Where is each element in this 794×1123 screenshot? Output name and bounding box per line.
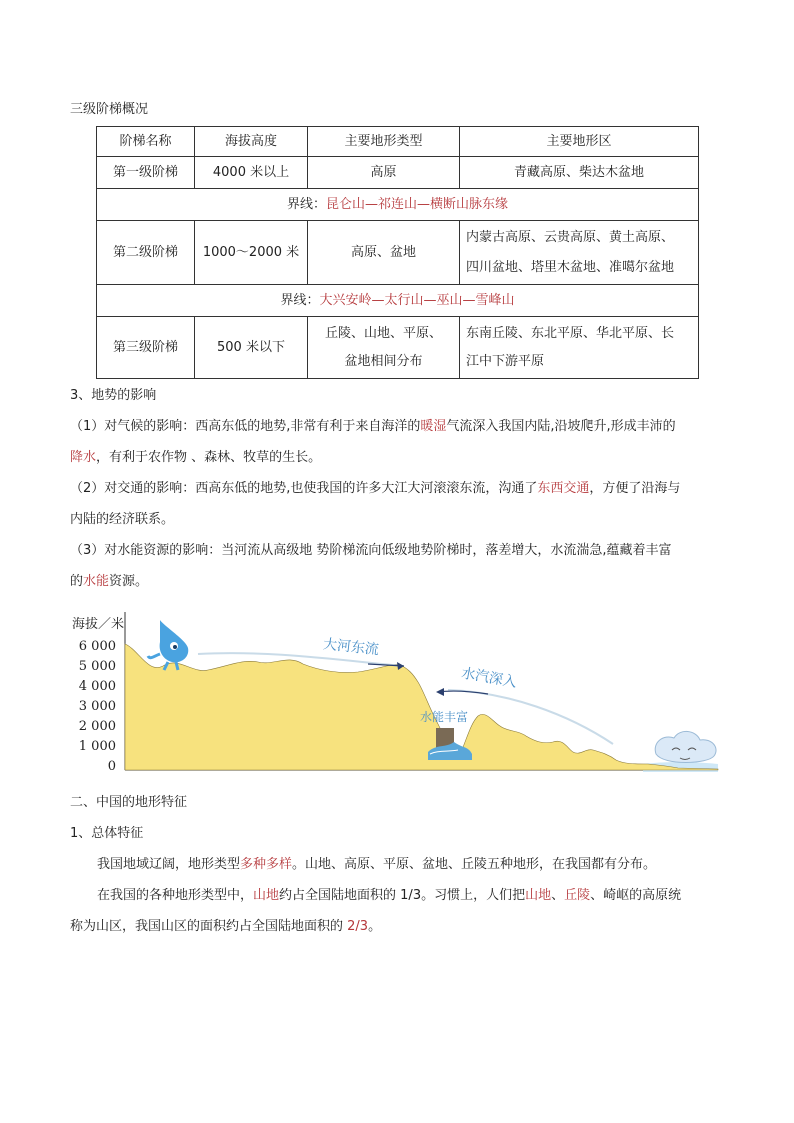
paragraph-1: [97, 855, 757, 875]
y-tick-label: 5 000: [78, 659, 116, 674]
highlight-hills: 丘陵: [564, 888, 591, 903]
terrain-profile-svg: [68, 604, 722, 776]
text-run: 我国地域辽阔，地形类型: [97, 857, 241, 872]
water-drop-mascot-icon: [148, 620, 188, 670]
regions-line: 四川盆地、塔里木盆地、准噶尔盆地: [466, 259, 675, 275]
highlight-warm-humid: 暖湿: [420, 419, 447, 434]
header-cell: 主要地形区: [460, 127, 699, 157]
step-landform: 高原、盆地: [308, 221, 460, 285]
traffic-line-2: 内陆的经济联系。: [70, 512, 175, 527]
water-line-1: （3）对水能资源的影响：当河流从高级地 势阶梯流向低级地势阶梯时，落差增大，水流湍急,蕴藏着丰富: [70, 543, 672, 558]
boundary-text: 大兴安岭—太行山—巫山—雪峰山: [319, 292, 515, 308]
traffic-line-1: [70, 479, 730, 499]
climate-line-1: [70, 417, 730, 437]
header-cell: 海拔高度: [195, 127, 308, 157]
table-row: [97, 317, 699, 379]
step-regions: [460, 221, 699, 285]
vapor-arrow-line: [438, 691, 488, 694]
water-line-2: [70, 572, 730, 592]
paragraph-2-line-2: [70, 917, 730, 937]
step-elevation: 1000～2000 米: [195, 221, 308, 285]
text-run: ，有利于农作物 、森林、牧草的生长。: [96, 450, 322, 465]
highlight-mountain: 山地: [525, 888, 552, 903]
table-row: [97, 221, 699, 285]
highlight-mountain: 山地: [253, 888, 280, 903]
text-run: 称为山区，我国山区的面积约占全国陆地面积的: [70, 919, 348, 934]
text-run: ，方便了沿海与: [589, 481, 681, 496]
step-landform: [308, 317, 460, 379]
y-tick-label: 1 000: [78, 739, 116, 754]
step-name: 第三级阶梯: [97, 317, 195, 379]
y-tick-label: 3 000: [78, 699, 116, 714]
text-run: 、崎岖的高原统: [590, 888, 682, 903]
highlight-hydropower: 水能: [83, 574, 110, 589]
section-title: 三级阶梯概况: [70, 102, 149, 117]
header-cell: 阶梯名称: [97, 127, 195, 157]
climate-line-2: [70, 448, 730, 468]
step-regions: [460, 317, 699, 379]
steps-table: [96, 126, 699, 379]
cloud-mascot-icon: [655, 731, 716, 762]
y-tick-label: 4 000: [78, 679, 116, 694]
landform-line: 盆地相间分布: [344, 353, 423, 369]
boundary-cell: [97, 285, 699, 317]
boundary-cell: [97, 189, 699, 221]
text-run: 在我国的各种地形类型中，: [97, 888, 254, 903]
step-name: 第一级阶梯: [97, 157, 195, 189]
y-tick-label: 2 000: [78, 719, 116, 734]
regions-line: 内蒙古高原、云贵高原、黄土高原、: [466, 229, 675, 245]
text-run: 、: [551, 888, 565, 903]
regions-line: 东南丘陵、东北平原、华北平原、长: [466, 325, 675, 341]
y-tick-label: 6 000: [78, 639, 116, 654]
text-run: 约占全国陆地面积的 1/3。习惯上，人们把: [279, 888, 526, 903]
highlight-diverse: 多种多样: [240, 857, 293, 872]
highlight-two-thirds: 2/3: [347, 919, 369, 934]
influence-heading: 3、地势的影响: [70, 388, 157, 403]
step-elevation: 4000 米以上: [195, 157, 308, 189]
vapor-arrow-head-icon: [436, 688, 444, 696]
hydro-label: 水能丰富: [420, 710, 469, 724]
boundary-prefix: 界线：: [280, 292, 320, 308]
text-run: （1）对气候的影响：西高东低的地势,非常有利于来自海洋的: [70, 419, 421, 434]
text-run: 。山地、高原、平原、盆地、丘陵五种地形，在我国都有分布。: [292, 857, 657, 872]
table-header-row: [97, 127, 699, 157]
terrain-profile-figure: [68, 604, 722, 776]
landform-line: 丘陵、山地、平原、: [324, 325, 442, 341]
step-landform: 高原: [308, 157, 460, 189]
text-run: 气流深入我国内陆,沿坡爬升,形成丰沛的: [446, 419, 676, 434]
part2-heading: 二、中国的地形特征: [70, 795, 188, 810]
step-elevation: 500 米以下: [195, 317, 308, 379]
part2-subheading: 1、总体特征: [70, 826, 144, 841]
highlight-east-west: 东西交通: [537, 481, 590, 496]
table-row: [97, 157, 699, 189]
text-run: 。: [368, 919, 382, 934]
step-name: 第二级阶梯: [97, 221, 195, 285]
boundary-row: [97, 189, 699, 221]
y-tick-label: 0: [107, 759, 116, 774]
river-label: 大河东流: [322, 636, 380, 659]
boundary-prefix: 界线：: [286, 196, 326, 212]
header-cell: 主要地形类型: [308, 127, 460, 157]
boundary-text: 昆仑山—祁连山—横断山脉东缘: [326, 196, 509, 212]
step-regions: 青藏高原、柴达木盆地: [460, 157, 699, 189]
regions-line: 江中下游平原: [466, 353, 545, 369]
y-axis-label: 海拔／米: [72, 617, 125, 632]
paragraph-2-line-1: [97, 886, 757, 906]
boundary-row: [97, 285, 699, 317]
text-run: （2）对交通的影响：西高东低的地势,也使我国的许多大江大河滚滚东流，沟通了: [70, 481, 538, 496]
terrain-shape: [125, 644, 718, 770]
vapor-label: 水汽深入: [460, 665, 518, 691]
highlight-rainfall: 降水: [70, 450, 97, 465]
text-run: 资源。: [109, 574, 149, 589]
text-run: 的: [70, 574, 84, 589]
